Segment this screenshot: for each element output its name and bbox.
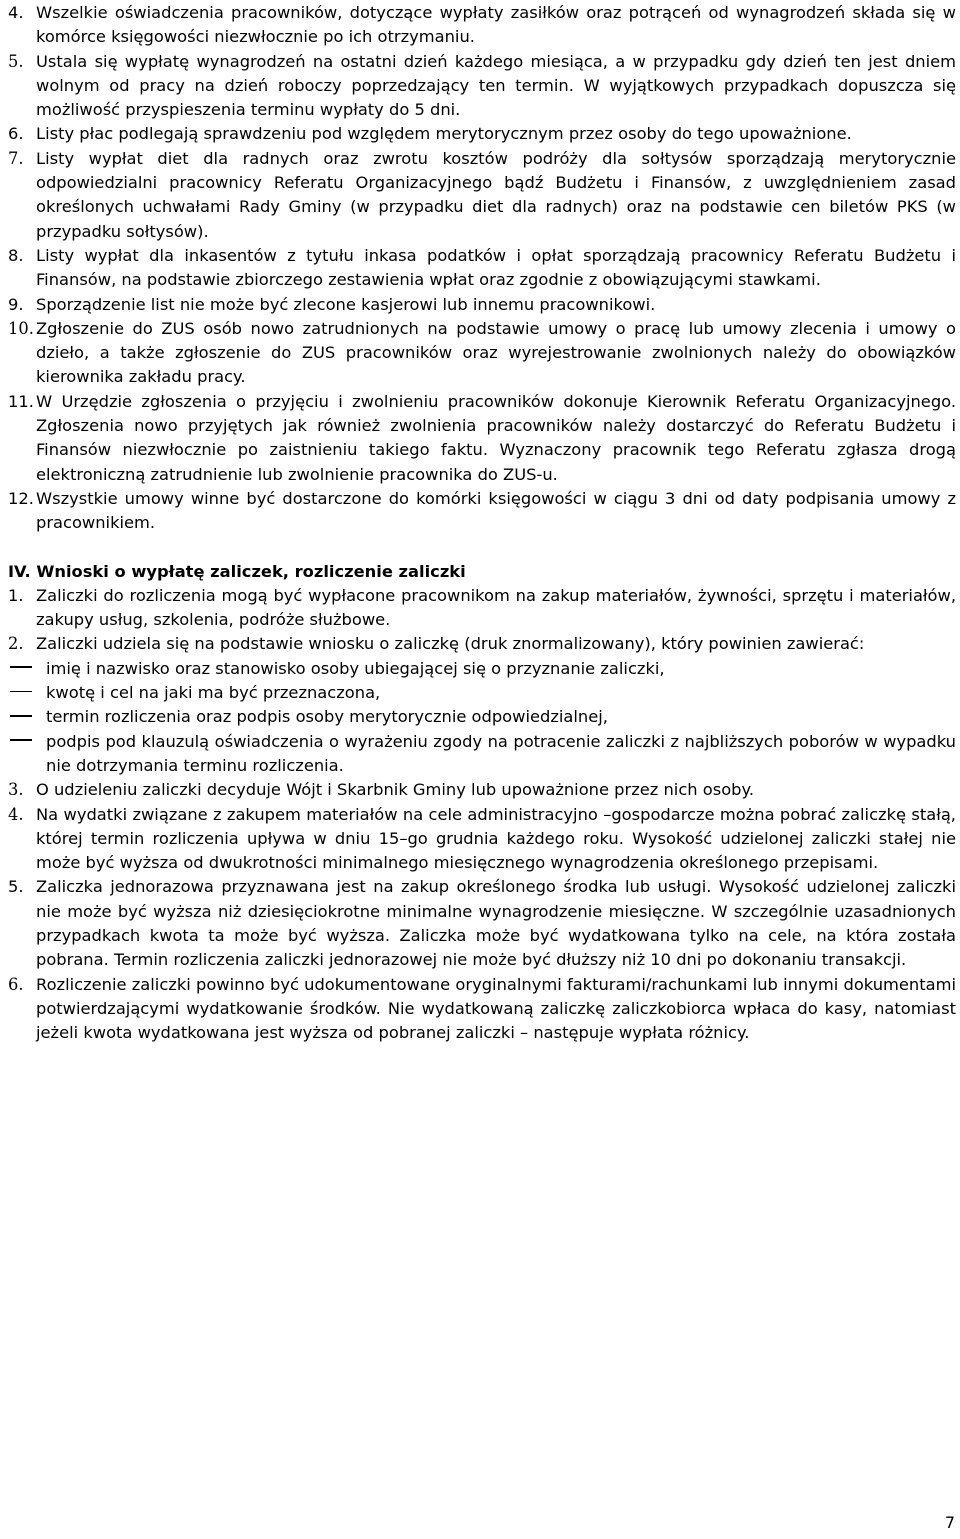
item-number: 9.: [8, 294, 24, 314]
list-item: [8, 778, 956, 802]
item-number: 4.: [8, 3, 24, 22]
list-item: [8, 973, 956, 1046]
sub-list-item: [8, 681, 956, 705]
dash-bullet-icon: [10, 657, 46, 681]
item-number: 4.: [8, 804, 24, 824]
section-heading: IV. Wnioski o wypłatę zaliczek, rozliczenie zaliczki: [8, 561, 466, 581]
item-text: Wszelkie oświadczenia pracowników, dotyczące wypłaty zasiłków oraz potrąceń od wynagrodzeń składa się w komórce księgowości niezwłocznie po ich otrzymaniu.: [36, 3, 956, 47]
sub-list-item: [8, 657, 956, 681]
item-number: 12.: [8, 488, 34, 508]
list-item: [8, 50, 956, 123]
item-text: Zaliczki udziela się na podstawie wniosku o zaliczkę (druk znormalizowany), który powinien zawierać:: [36, 634, 865, 654]
item-number: 11.: [8, 391, 34, 411]
sub-item-text: imię i nazwisko oraz stanowisko osoby ubiegającej się o przyznanie zaliczki,: [46, 658, 665, 678]
item-text: Zaliczki do rozliczenia mogą być wypłacone pracownikom na zakup materiałów, żywności, sprzętu i materiałów, zakupy usług, szkolenia, podróże służbowe.: [36, 585, 956, 630]
list-item: [8, 803, 956, 876]
item-text: Zaliczka jednorazowa przyznawana jest na zakup określonego środka lub usługi. Wysokość udzielonej zaliczki nie może być wyższa niż dziesięciokrotne minimalne wynagrodzenie miesięczne. W szczególnie uzasadnionych przypadkach kwota ta może być wyższa. Zaliczka może być wydatkowana tylko na cele, na która została pobrana. Termin rozliczenia zaliczki jednorazowej nie może być dłuższy niż 10 dni po dokonaniu transakcji.: [36, 877, 956, 970]
item-text: Listy wypłat diet dla radnych oraz zwrotu kosztów podróży dla sołtysów sporządzają merytorycznie odpowiedzialni pracownicy Referatu Organizacyjnego bądź Budżetu i Finansów, z uwzględnieniem zasad określonych uchwałami Rady Gminy (w przypadku diet dla radnych) oraz na podstawie cen biletów PKS (w przypadku sołtysów).: [36, 148, 956, 241]
item-number: 5.: [8, 877, 24, 897]
sub-item-text: podpis pod klauzulą oświadczenia o wyrażeniu zgody na potracenie zaliczki z najbliższych poborów w wypadku nie dotrzymania terminu rozliczenia.: [46, 731, 956, 775]
section-spacer: [8, 536, 956, 560]
list-item: [8, 584, 956, 633]
list-item: [8, 244, 956, 293]
dash-bullet-icon: [10, 681, 46, 705]
list-item: [8, 875, 956, 972]
dash-bullet-icon: [10, 705, 46, 729]
item-text: W Urzędzie zgłoszenia o przyjęciu i zwolnieniu pracowników dokonuje Kierownik Referatu Organizacyjnego. Zgłoszenia nowo przyjętych jak również zwolnienia pracowników należy dostarczyć do Referatu Budżetu i Finansów niezwłocznie po zaistnieniu takiego faktu. Wyznaczony pracownik tego Referatu zgłasza drogą elektroniczną zatrudnienie lub zwolnienie pracownika do ZUS-u.: [36, 391, 956, 484]
item-number: 6.: [8, 974, 24, 994]
list-item: [8, 487, 956, 536]
item-number: 1.: [8, 585, 24, 605]
item-text: Ustala się wypłatę wynagrodzeń na ostatni dzień każdego miesiąca, a w przypadku gdy dzień ten jest dniem wolnym od pracy na dzień roboczy poprzedzający ten termin. W wyjątkowych przypadkach dopuszcza się możliwość przyspieszenia terminu wypłaty do 5 dni.: [36, 51, 956, 120]
sub-list-item: [8, 705, 956, 729]
item-text: Zgłoszenie do ZUS osób nowo zatrudnionych na podstawie umowy o pracę lub umowy zlecenia i umowy o dzieło, a także zgłoszenie do ZUS pracowników oraz wyrejestrowanie zwolnionych należy do obowiązków kierownika zakładu pracy.: [36, 318, 956, 387]
item-text: Listy płac podlegają sprawdzeniu pod względem merytorycznym przez osoby do tego upoważnione.: [36, 124, 852, 144]
item-number: 8.: [8, 245, 24, 265]
item-number: 7.: [8, 148, 24, 168]
item-text: Wszystkie umowy winne być dostarczone do komórki księgowości w ciągu 3 dni od daty podpisania umowy z pracownikiem.: [36, 488, 956, 533]
item-text: Rozliczenie zaliczki powinno być udokumentowane oryginalnymi fakturami/rachunkami lub innymi dokumentami potwierdzającymi wydatkowanie środków. Nie wydatkowaną zaliczkę zaliczkobiorca wpłaca do kasy, natomiast jeżeli kwota wydatkowana jest wyższa od pobranej zaliczki – następuje wypłata różnicy.: [36, 974, 956, 1043]
page-number: 7: [944, 1512, 955, 1532]
list-item: [8, 390, 956, 487]
item-text: Listy wypłat dla inkasentów z tytułu inkasa podatków i opłat sporządzają pracownicy Referatu Budżetu i Finansów, na podstawie zbiorczego zestawienia wpłat oraz zgodnie z obowiązującymi stawkami.: [36, 245, 956, 290]
item-text: Sporządzenie list nie może być zlecone kasjerowi lub innemu pracownikowi.: [36, 294, 656, 314]
list-item: [8, 147, 956, 244]
list-item: [8, 293, 956, 317]
sub-item-text: kwotę i cel na jaki ma być przeznaczona,: [46, 683, 381, 703]
item-number: 3.: [8, 780, 24, 800]
list-item: [8, 632, 956, 656]
list-item: [8, 317, 956, 390]
document-body: [8, 1, 956, 1045]
item-number: 10.: [8, 318, 34, 338]
item-number: 5.: [8, 51, 24, 71]
sub-item-text: termin rozliczenia oraz podpis osoby merytorycznie odpowiedzialnej,: [46, 707, 608, 727]
sub-list-item: [8, 730, 956, 779]
dash-bullet-icon: [10, 730, 46, 754]
item-text: Na wydatki związane z zakupem materiałów na cele administracyjno –gospodarcze można pobrać zaliczkę stałą, której termin rozliczenia upływa w dniu 15–go grudnia każdego roku. Wysokość udzielonej zaliczki stałej nie może być wyższa od dwukrotności minimalnego miesięcznego wynagrodzenia określonego przepisami.: [36, 804, 956, 873]
item-text: O udzieleniu zaliczki decyduje Wójt i Skarbnik Gminy lub upoważnione przez nich osoby.: [36, 780, 755, 800]
item-number: 2.: [8, 634, 24, 654]
list-item: [8, 122, 956, 146]
list-item: [8, 1, 956, 50]
item-number: 6.: [8, 124, 24, 144]
